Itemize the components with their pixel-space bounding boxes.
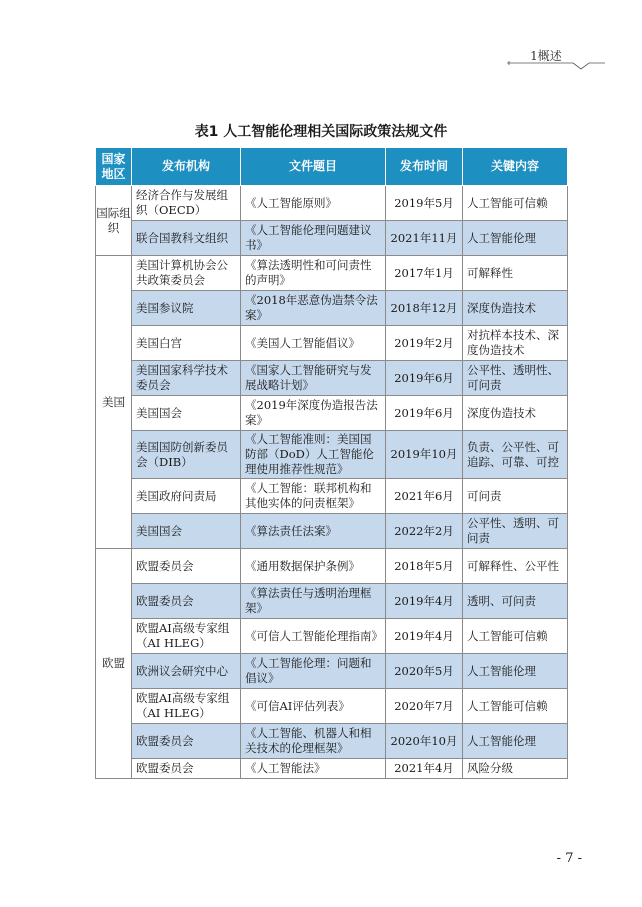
table-row (96, 431, 568, 479)
table-header-row (96, 148, 568, 186)
region-cell: 国际组织 (96, 186, 132, 256)
title-cell: 《算法责任法案》 (241, 514, 386, 549)
org-cell: 欧盟AI高级专家组（AI HLEG） (132, 619, 241, 654)
header-key: 关键内容 (463, 148, 568, 186)
table-row (96, 514, 568, 549)
key-cell: 可问责 (463, 479, 568, 514)
date-cell: 2019年10月 (386, 431, 463, 479)
org-cell: 欧盟委员会 (132, 759, 241, 779)
key-cell: 可解释性、公平性 (463, 549, 568, 584)
key-cell: 人工智能可信赖 (463, 186, 568, 221)
title-cell: 《可信AI评估列表》 (241, 689, 386, 724)
title-cell: 《人工智能法》 (241, 759, 386, 779)
table-row (96, 549, 568, 584)
table-row (96, 689, 568, 724)
date-cell: 2020年5月 (386, 654, 463, 689)
date-cell: 2019年4月 (386, 619, 463, 654)
title-cell: 《人工智能、机器人和相关技术的伦理框架》 (241, 724, 386, 759)
date-cell: 2019年4月 (386, 584, 463, 619)
key-cell: 负责、公平性、可追踪、可靠、可控 (463, 431, 568, 479)
title-cell: 《可信人工智能伦理指南》 (241, 619, 386, 654)
date-cell: 2020年7月 (386, 689, 463, 724)
table-row (96, 479, 568, 514)
org-cell: 欧洲议会研究中心 (132, 654, 241, 689)
header-title: 文件题目 (241, 148, 386, 186)
header-org: 发布机构 (132, 148, 241, 186)
key-cell: 人工智能可信赖 (463, 619, 568, 654)
date-cell: 2021年11月 (386, 221, 463, 256)
table-row (96, 186, 568, 221)
org-cell: 美国国家科学技术委员会 (132, 361, 241, 396)
table-row (96, 724, 568, 759)
org-cell: 经济合作与发展组织（OECD） (132, 186, 241, 221)
org-cell: 联合国教科文组织 (132, 221, 241, 256)
org-cell: 美国白宫 (132, 326, 241, 361)
table-row (96, 326, 568, 361)
table-row (96, 396, 568, 431)
org-cell: 美国国防创新委员会（DIB） (132, 431, 241, 479)
title-cell: 《美国人工智能倡议》 (241, 326, 386, 361)
date-cell: 2021年4月 (386, 759, 463, 779)
policy-table (95, 147, 568, 779)
header-date: 发布时间 (386, 148, 463, 186)
table-row (96, 221, 568, 256)
table-row (96, 291, 568, 326)
key-cell: 可解释性 (463, 256, 568, 291)
org-cell: 美国国会 (132, 396, 241, 431)
date-cell: 2017年1月 (386, 256, 463, 291)
title-cell: 《2019年深度伪造报告法案》 (241, 396, 386, 431)
key-cell: 对抗样本技术、深度伪造技术 (463, 326, 568, 361)
date-cell: 2019年6月 (386, 396, 463, 431)
table-row (96, 759, 568, 779)
key-cell: 公平性、透明、可问责 (463, 514, 568, 549)
region-cell: 欧盟 (96, 549, 132, 779)
key-cell: 人工智能可信赖 (463, 689, 568, 724)
org-cell: 欧盟AI高级专家组（AI HLEG） (132, 689, 241, 724)
org-cell: 欧盟委员会 (132, 584, 241, 619)
date-cell: 2019年2月 (386, 326, 463, 361)
date-cell: 2019年5月 (386, 186, 463, 221)
title-cell: 《算法透明性和可问责性的声明》 (241, 256, 386, 291)
region-cell: 美国 (96, 256, 132, 549)
table-row (96, 256, 568, 291)
page-number: - 7 - (556, 851, 582, 866)
table-row (96, 584, 568, 619)
key-cell: 深度伪造技术 (463, 291, 568, 326)
title-cell: 《人工智能：联邦机构和其他实体的问责框架》 (241, 479, 386, 514)
section-header-tag (505, 45, 605, 71)
header-region: 国家地区 (96, 148, 132, 186)
date-cell: 2021年6月 (386, 479, 463, 514)
table-title: 表1 人工智能伦理相关国际政策法规文件 (194, 124, 448, 140)
date-cell: 2020年10月 (386, 724, 463, 759)
title-cell: 《人工智能伦理：问题和倡议》 (241, 654, 386, 689)
title-cell: 《人工智能原则》 (241, 186, 386, 221)
org-cell: 欧盟委员会 (132, 724, 241, 759)
org-cell: 美国政府问责局 (132, 479, 241, 514)
title-cell: 《通用数据保护条例》 (241, 549, 386, 584)
org-cell: 美国国会 (132, 514, 241, 549)
table-row (96, 654, 568, 689)
key-cell: 透明、可问责 (463, 584, 568, 619)
date-cell: 2018年12月 (386, 291, 463, 326)
key-cell: 深度伪造技术 (463, 396, 568, 431)
key-cell: 人工智能伦理 (463, 654, 568, 689)
key-cell: 人工智能伦理 (463, 724, 568, 759)
section-label: 1概述 (530, 49, 562, 63)
key-cell: 人工智能伦理 (463, 221, 568, 256)
title-cell: 《算法责任与透明治理框架》 (241, 584, 386, 619)
org-cell: 美国计算机协会公共政策委员会 (132, 256, 241, 291)
key-cell: 公平性、透明性、可问责 (463, 361, 568, 396)
date-cell: 2019年6月 (386, 361, 463, 396)
title-cell: 《国家人工智能研究与发展战略计划》 (241, 361, 386, 396)
key-cell: 风险分级 (463, 759, 568, 779)
date-cell: 2018年5月 (386, 549, 463, 584)
title-cell: 《人工智能伦理问题建议书》 (241, 221, 386, 256)
header-tab-outline (505, 45, 605, 71)
title-cell: 《人工智能准则：美国国防部（DoD）人工智能伦理使用推荐性规范》 (241, 431, 386, 479)
table-row (96, 361, 568, 396)
org-cell: 欧盟委员会 (132, 549, 241, 584)
table-body (96, 186, 568, 779)
table-row (96, 619, 568, 654)
org-cell: 美国参议院 (132, 291, 241, 326)
title-cell: 《2018年恶意伪造禁令法案》 (241, 291, 386, 326)
date-cell: 2022年2月 (386, 514, 463, 549)
